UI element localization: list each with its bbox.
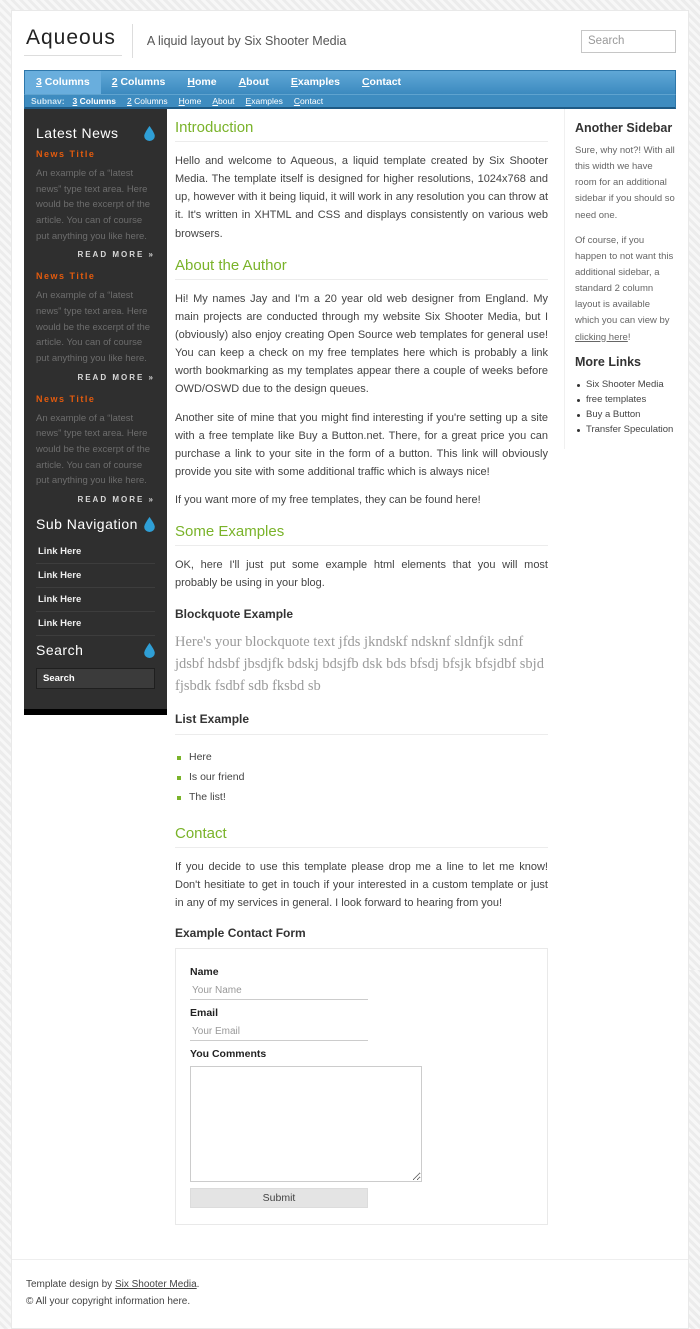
news-item	[36, 271, 155, 381]
right-sidebar	[564, 109, 676, 449]
about-author-paragraph: If you want more of my free templates, they can be found here!	[175, 494, 481, 507]
sidebar-search-header	[36, 642, 155, 658]
list-item	[575, 377, 676, 392]
footer-text-fragment: .	[196, 1279, 200, 1291]
site-tagline: A liquid layout by Six Shooter Media	[146, 34, 347, 48]
subnav-label: Subnav:	[31, 96, 65, 106]
news-excerpt: An example of a “latest news” type text area. Here would be the excerpt of the article. You can of course put anything you like here.	[36, 412, 151, 487]
header	[12, 11, 688, 70]
subnav-item-examples[interactable]: Examples	[245, 96, 283, 106]
news-title: News Title	[36, 393, 96, 404]
more-link[interactable]: Transfer Speculation	[586, 423, 674, 435]
sidebar-text-fragment: Of course, if you happen to not want this additional sidebar, a standard 2 column layout is available which you can view by	[575, 234, 674, 327]
list-item	[575, 392, 676, 407]
read-more-link[interactable]: READ MORE »	[77, 372, 155, 382]
list-item: Here	[175, 747, 548, 767]
latest-news-heading: Latest News	[36, 125, 119, 141]
subnav-item-about[interactable]: About	[212, 96, 235, 106]
sidebar-link[interactable]: Link Here	[36, 588, 155, 612]
content-columns	[12, 109, 688, 1239]
sub-nav	[24, 94, 676, 109]
subnav-item-3-columns[interactable]: 3 Columns	[72, 96, 116, 106]
water-drop-icon	[144, 517, 155, 532]
nav-item-2-columns[interactable]: 2 Columns	[111, 76, 166, 88]
more-links-heading: More Links	[575, 354, 641, 369]
comments-field[interactable]	[190, 1066, 422, 1182]
site-title: Aqueous	[24, 26, 122, 56]
another-sidebar-heading: Another Sidebar	[575, 121, 673, 135]
left-sidebar	[24, 109, 167, 715]
example-list	[175, 747, 548, 807]
contact-heading: Contact	[175, 825, 548, 848]
more-link[interactable]: Six Shooter Media	[586, 378, 664, 390]
email-field[interactable]	[190, 1023, 368, 1041]
subnav-item-home[interactable]: Home	[178, 96, 202, 106]
footer-credit-line	[26, 1276, 674, 1293]
blockquote-example-heading: Blockquote Example	[175, 606, 294, 621]
latest-news-header	[36, 125, 155, 141]
nav-item-examples[interactable]: Examples	[290, 76, 340, 88]
clicking-here-link[interactable]: clicking here	[575, 331, 628, 343]
news-title: News Title	[36, 271, 96, 282]
list-example-heading: List Example	[175, 711, 250, 726]
about-author-paragraph: Hi! My names Jay and I'm a 20 year old web designer from England. My main projects are conducted through my website Six Shooter Media, but I (obviously) also enjoy creating Open Source web templates for general use! You can keep a check on my free templates here which is probably a link worth bookmarking as my templates appear there a couple of weeks before OWD/OSWD due to the design queues.	[175, 292, 548, 396]
footer-copyright: © All your copyright information here.	[26, 1296, 191, 1308]
news-excerpt: An example of a “latest news” type text area. Here would be the excerpt of the article. You can of course put anything you like here.	[36, 168, 151, 242]
sub-navigation-heading: Sub Navigation	[36, 516, 138, 533]
sidebar-link[interactable]: Link Here	[36, 564, 155, 588]
news-item	[36, 394, 155, 504]
sub-navigation-header	[36, 516, 155, 532]
contact-text: If you decide to use this template please drop me a line to let me know! Don't hesitiate to get in touch if your interested in a custom template or just in any of my services in general. I look forward to hearing from you!	[175, 860, 548, 910]
list-item: Is our friend	[175, 767, 548, 787]
contact-form-heading: Example Contact Form	[175, 926, 306, 941]
nav-item-3-columns[interactable]: 3 Columns	[25, 71, 101, 94]
sidebar-search-heading: Search	[36, 642, 84, 659]
more-links-list	[575, 377, 676, 437]
subnav-item-contact[interactable]: Contact	[293, 96, 324, 106]
another-sidebar-text	[575, 233, 676, 346]
nav-item-contact[interactable]: Contact	[361, 76, 402, 88]
list-item	[575, 422, 676, 437]
name-label: Name	[190, 966, 219, 979]
sidebar-link[interactable]: Link Here	[36, 612, 155, 636]
sidebar-link[interactable]: Link Here	[36, 540, 155, 564]
page-container	[11, 10, 689, 1329]
submit-button[interactable]: Submit	[190, 1188, 368, 1208]
footer	[12, 1259, 688, 1328]
more-link[interactable]: Buy a Button	[586, 408, 641, 420]
list-item	[575, 407, 676, 422]
some-examples-heading: Some Examples	[175, 523, 548, 546]
nav-item-about[interactable]: About	[238, 76, 269, 88]
news-excerpt: An example of a “latest news” type text area. Here would be the excerpt of the article. You can of course put anything you like here.	[36, 290, 151, 365]
header-search-input[interactable]	[581, 30, 676, 53]
news-item	[36, 149, 155, 259]
about-author-heading: About the Author	[175, 257, 548, 280]
name-field[interactable]	[190, 982, 368, 1000]
subnav-item-2-columns[interactable]: 2 Columns	[127, 96, 168, 106]
main-nav	[24, 70, 676, 94]
sidebar-search-input[interactable]	[36, 668, 155, 689]
more-link[interactable]: free templates	[586, 393, 647, 405]
contact-form	[175, 948, 548, 1225]
introduction-heading: Introduction	[175, 119, 548, 142]
introduction-text: Hello and welcome to Aqueous, a liquid template created by Six Shooter Media. The template itself is designed for higher resolutions, 1024x768 and up, however with it being liquid, it will work in any resolution you can throw at it. It's written in XHTML and CSS and displays consistently on various web browsers.	[175, 155, 548, 240]
examples-intro-text: OK, here I'll just put some example html elements that you will most probably be using in your blog.	[175, 559, 548, 590]
about-author-paragraph: Another site of mine that you might find interesting if you're setting up a site with a free template like Buy a Button.net. There, for a great price you can purchase a link to your site in the form of a button. This link will obviously provide you site with some additional traffic which is always nice!	[175, 411, 548, 478]
divider	[175, 734, 548, 735]
another-sidebar-text: Sure, why not?! With all this width we have room for an additional sidebar if you should so need one.	[575, 145, 675, 221]
news-title: News Title	[36, 149, 96, 159]
list-item: The list!	[175, 787, 548, 807]
comments-label: You Comments	[190, 1048, 267, 1061]
title-divider	[132, 24, 133, 58]
sidebar-text-fragment: !	[627, 331, 631, 343]
main-content	[175, 109, 548, 1239]
footer-text-fragment: Template design by	[26, 1279, 115, 1291]
read-more-link[interactable]: READ MORE »	[77, 495, 155, 505]
footer-designer-link[interactable]: Six Shooter Media	[114, 1279, 197, 1291]
email-label: Email	[190, 1007, 219, 1020]
water-drop-icon	[144, 126, 155, 141]
water-drop-icon	[144, 643, 155, 658]
read-more-link[interactable]: READ MORE »	[77, 250, 155, 260]
blockquote-sample: Here's your blockquote text jfds jkndskf ndsknf sldnfjk sdnf jdsbf hdsbf jbsdjfk bdskj bdsjfb dsk bds bfsdj bfsjk bfsjdbf sbjd fjsbdk fsdbf sdb fksbd sb	[175, 633, 544, 695]
nav-item-home[interactable]: Home	[187, 76, 217, 88]
